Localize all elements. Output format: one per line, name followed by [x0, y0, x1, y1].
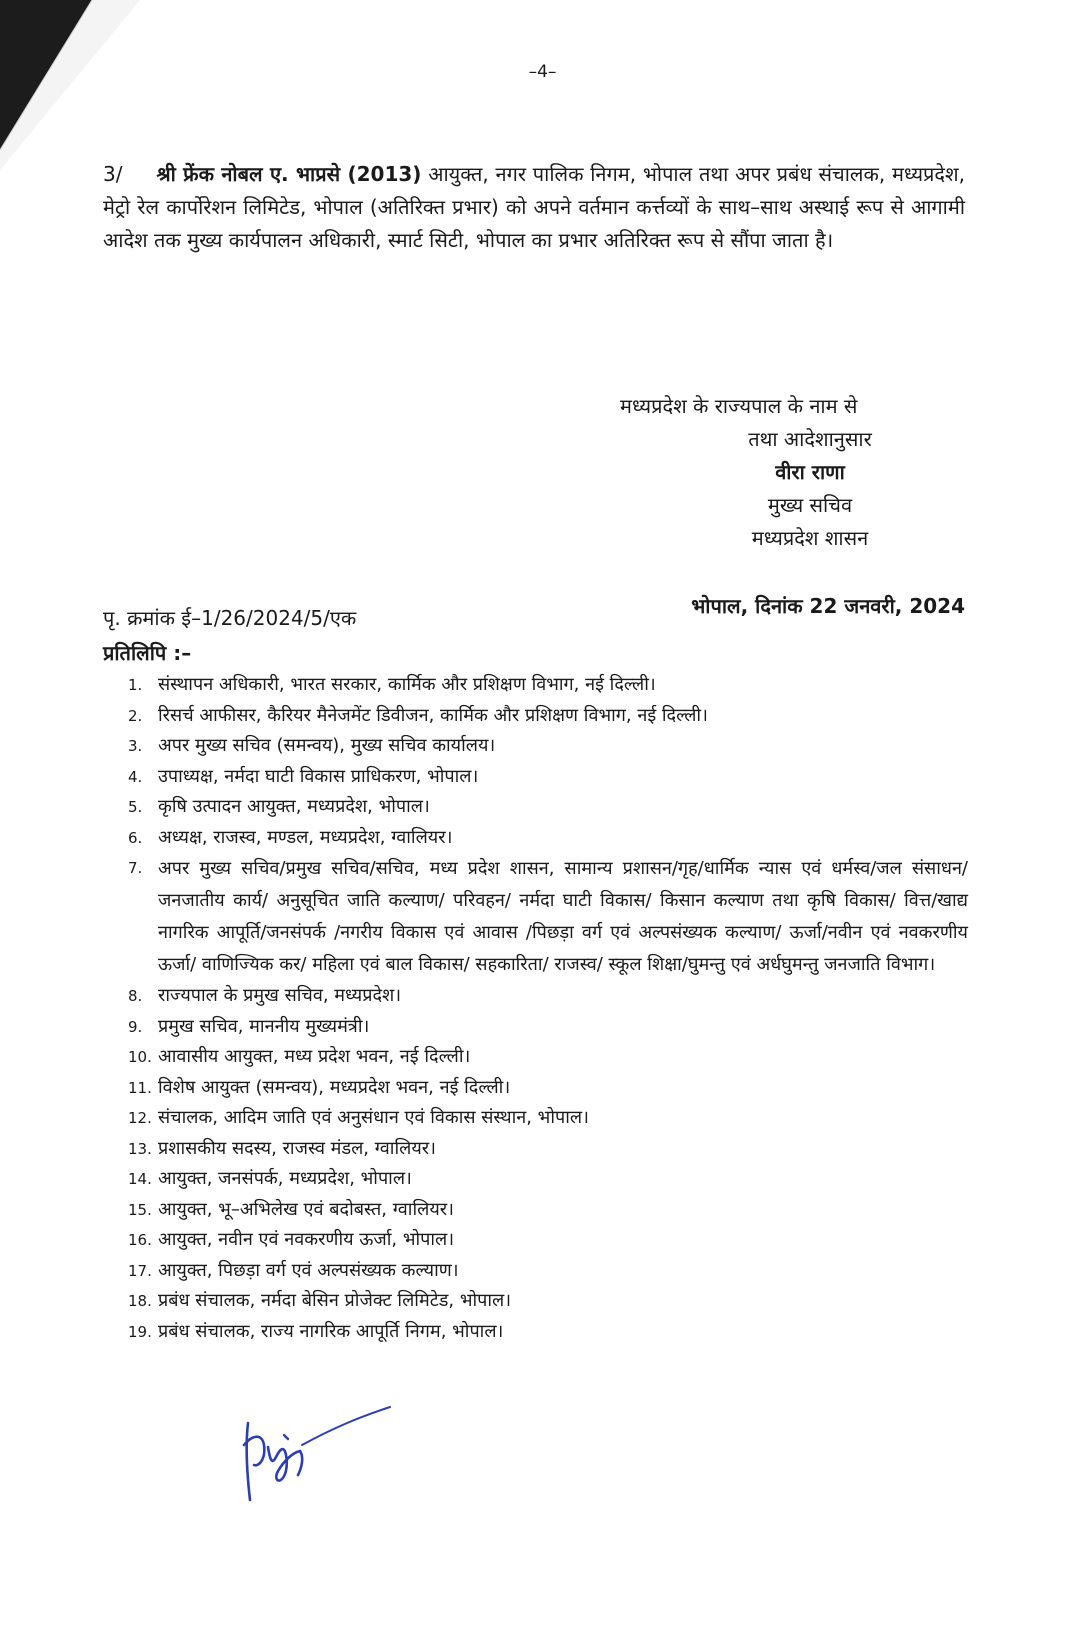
copy-list-item: [128, 1225, 968, 1256]
copy-list-text: अपर मुख्य सचिव (समन्वय), मुख्य सचिव कार्यालय।: [158, 735, 496, 756]
copy-heading: प्रतिलिपि :–: [103, 641, 192, 665]
order-paragraph: [103, 158, 965, 257]
copy-list-text: प्रशासकीय सदस्य, राजस्व मंडल, ग्वालियर।: [158, 1137, 436, 1159]
copy-list-text: आयुक्त, नवीन एवं नवकरणीय ऊर्जा, भोपाल।: [158, 1229, 455, 1250]
copy-list-number: 11.: [128, 1078, 152, 1097]
copy-list-text: रिसर्च आफीसर, कैरियर मैनेजमेंट डिवीजन, कार्मिक और प्रशिक्षण विभाग, नई दिल्ली।: [158, 704, 708, 726]
copy-list-item: [128, 1042, 968, 1073]
signatory-name: वीरा राणा: [775, 460, 845, 484]
copy-list-text: प्रबंध संचालक, नर्मदा बेसिन प्रोजेक्ट लिमिटेड, भोपाल।: [158, 1290, 512, 1311]
copy-list-number: 12.: [128, 1109, 152, 1127]
copy-list-number: 9.: [128, 1017, 143, 1036]
copy-list-text: प्रमुख सचिव, माननीय मुख्यमंत्री।: [158, 1015, 370, 1037]
copy-list-text: संचालक, आदिम जाति एवं अनुसंधान एवं विकास संस्थान, भोपाल।: [158, 1107, 589, 1128]
copy-list-text: आयुक्त, जनसंपर्क, मध्यप्रदेश, भोपाल।: [158, 1168, 412, 1189]
copy-list-item: [128, 1317, 968, 1348]
copy-list-item: [128, 823, 968, 854]
copy-list-item: [128, 1286, 968, 1317]
handwritten-signature: [240, 1405, 400, 1515]
officer-name: श्री फ्रेंक नोबल ए. भाप्रसे (2013): [156, 162, 422, 186]
copy-list-item: [128, 1103, 968, 1134]
copy-list-number: 2.: [128, 706, 143, 725]
authority-line: मध्यप्रदेश के राज्यपाल के नाम से: [620, 394, 858, 418]
paragraph-number: 3/: [103, 162, 123, 186]
copy-list-item: [128, 1256, 968, 1287]
copy-list-text: उपाध्यक्ष, नर्मदा घाटी विकास प्राधिकरण, भोपाल।: [158, 765, 479, 787]
copy-list-item: [128, 1012, 968, 1043]
signatory-designation: मुख्य सचिव: [767, 493, 853, 517]
copy-list-item: [128, 792, 968, 823]
copy-list-number: 15.: [128, 1200, 152, 1219]
copy-list-text: अपर मुख्य सचिव/प्रमुख सचिव/सचिव, मध्य प्रदेश शासन, सामान्य प्रशासन/गृह/धार्मिक न्यास एवं धर्मस्व/जल संसाधन/जनजातीय कार्य/ अनुसूचित जाति कल्याण/ परिवहन/ नर्मदा घाटी विकास/ किसान कल्याण तथा कृषि विकास/ वित्त/खाद्य नागरिक आपूर्ति/जनसंपर्क /नगरीय विकास एवं आवास /पिछड़ा वर्ग एवं अल्पसंख्यक कल्याण/ ऊर्जा/नवीन एवं नवकरणीय ऊर्जा/ वाणिज्यिक कर/ महिला एवं बाल विकास/ सहकारिता/ राजस्व/ स्कूल शिक्षा/घुमन्तु एवं अर्धघुमन्तु जनजाति विभाग।: [158, 858, 968, 975]
copy-list-number: 13.: [128, 1139, 152, 1158]
copy-list-number: 16.: [128, 1231, 152, 1249]
reference-line: [103, 594, 965, 631]
page-number: –4–: [528, 62, 557, 82]
copy-list-item: [128, 731, 968, 762]
reference-number: पृ. क्रमांक ई–1/26/2024/5/एक: [103, 606, 357, 630]
copy-list-text: कृषि उत्पादन आयुक्त, मध्यप्रदेश, भोपाल।: [158, 796, 430, 817]
copy-list-number: 17.: [128, 1261, 152, 1280]
copy-list-item: [128, 1164, 968, 1195]
copy-list-text: आयुक्त, भू–अभिलेख एवं बदोबस्त, ग्वालियर।: [158, 1198, 454, 1220]
copy-list-item: [128, 981, 968, 1012]
copy-list-number: 8.: [128, 987, 143, 1005]
copy-list-item: [128, 1195, 968, 1226]
copy-list-number: 18.: [128, 1292, 152, 1310]
copy-list-number: 14.: [128, 1170, 152, 1188]
copy-list-item: [128, 670, 968, 701]
copy-list-item: [128, 1134, 968, 1165]
place-date: भोपाल, दिनांक 22 जनवरी, 2024: [691, 594, 965, 618]
copy-list-text: विशेष आयुक्त (समन्वय), मध्यप्रदेश भवन, नई दिल्ली।: [158, 1076, 511, 1098]
copy-list-number: 5.: [128, 798, 143, 816]
copy-list-number: 6.: [128, 828, 143, 847]
copy-list-number: 10.: [128, 1048, 152, 1066]
copy-list-text: अध्यक्ष, राजस्व, मण्डल, मध्यप्रदेश, ग्वालियर।: [158, 826, 453, 848]
paragraph-text: आयुक्त, नगर पालिक निगम, भोपाल तथा अपर प्रबंध संचालक, मध्यप्रदेश, मेट्रो रेल कार्पोरेशन लिमिटेड, भोपाल (अतिरिक्त प्रभार) को अपने वर्तमान कर्त्तव्यों के साथ–साथ अस्थाई रूप से आगामी आदेश तक मुख्य कार्यपालन अधिकारी, स्मार्ट सिटी, भोपाल का प्रभार अतिरिक्त रूप से सौंपा जाता है।: [103, 162, 965, 252]
signatory-department: मध्यप्रदेश शासन: [751, 526, 869, 550]
copy-list-text: आवासीय आयुक्त, मध्य प्रदेश भवन, नई दिल्ली।: [158, 1046, 471, 1067]
signature-block: [620, 390, 960, 555]
copy-list-text: आयुक्त, पिछड़ा वर्ग एवं अल्पसंख्यक कल्याण।: [158, 1259, 459, 1281]
copy-list-number: 19.: [128, 1322, 152, 1341]
copy-list-text: राज्यपाल के प्रमुख सचिव, मध्यप्रदेश।: [158, 985, 402, 1006]
copy-list-number: 7.: [128, 859, 143, 877]
order-line: तथा आदेशानुसार: [748, 427, 872, 451]
copy-list-text: प्रबंध संचालक, राज्य नागरिक आपूर्ति निगम, भोपाल।: [158, 1320, 504, 1342]
copy-list-item: [128, 853, 968, 981]
copy-list-item: [128, 1073, 968, 1104]
copy-list-item: [128, 762, 968, 793]
copy-list-item: [128, 701, 968, 732]
copy-list-number: 1.: [128, 676, 143, 694]
copy-list-number: 4.: [128, 767, 143, 786]
copy-list-text: संस्थापन अधिकारी, भारत सरकार, कार्मिक और प्रशिक्षण विभाग, नई दिल्ली।: [158, 674, 656, 695]
copy-list: [128, 670, 968, 1347]
copy-list-number: 3.: [128, 737, 143, 755]
